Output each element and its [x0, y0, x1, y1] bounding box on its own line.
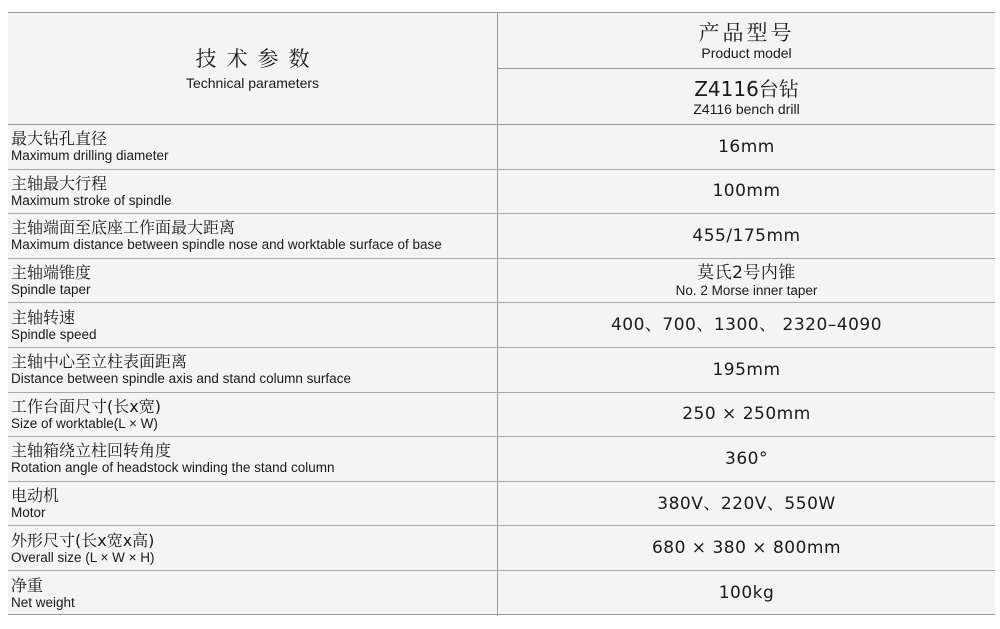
- table-row: [8, 526, 995, 571]
- value-cell: [498, 526, 995, 570]
- value-cell: [498, 259, 995, 303]
- parameters-header-cell: [8, 13, 498, 124]
- parameter-name-zh: 主轴转速: [11, 307, 76, 327]
- parameter-value: 16mm: [718, 136, 775, 157]
- parameter-value: 455/175mm: [692, 225, 801, 246]
- value-cell: [498, 393, 995, 437]
- parameter-value: 400、700、1300、 2320–4090: [610, 315, 883, 336]
- product-model-label-cell: [498, 13, 995, 69]
- table-header: [8, 13, 995, 125]
- parameter-name-zh: 电动机: [11, 486, 60, 506]
- parameter-name-zh: 主轴端锥度: [11, 263, 92, 283]
- spec-table: [8, 12, 995, 615]
- product-model-label-zh: 产品型号: [698, 20, 795, 45]
- parameter-value: 360°: [725, 448, 768, 469]
- parameter-value: 380V、220V、550W: [657, 493, 836, 514]
- table-body: [8, 125, 995, 616]
- table-row: [8, 393, 995, 438]
- table-row: [8, 348, 995, 393]
- value-cell: [498, 303, 995, 347]
- table-row: [8, 170, 995, 215]
- parameter-value: 250 × 250mm: [682, 404, 811, 425]
- model-name-en: Z4116 bench drill: [693, 100, 800, 117]
- parameter-name-en: Maximum drilling diameter: [11, 148, 169, 164]
- parameter-value-en: No. 2 Morse inner taper: [675, 282, 818, 298]
- value-cell: [498, 571, 995, 616]
- parameter-cell: [8, 348, 498, 392]
- value-cell: [498, 125, 995, 169]
- table-row: [8, 259, 995, 304]
- model-name-cell: [498, 69, 995, 124]
- parameter-name-en: Maximum distance between spindle nose and worktable surface of base: [11, 237, 442, 253]
- parameter-name-en: Spindle taper: [11, 282, 91, 298]
- parameter-name-zh: 外形尺寸(长x宽x高): [11, 530, 155, 550]
- value-cell: [498, 482, 995, 526]
- parameter-value: 100kg: [718, 583, 775, 604]
- table-row: [8, 125, 995, 170]
- parameter-name-zh: 净重: [11, 575, 44, 595]
- parameter-name-en: Spindle speed: [11, 326, 97, 342]
- value-cell: [498, 437, 995, 481]
- parameter-name-zh: 主轴端面至底座工作面最大距离: [11, 218, 236, 238]
- parameter-name-en: Size of worktable(L × W): [11, 415, 158, 431]
- parameter-name-en: Overall size (L × W × H): [11, 549, 155, 565]
- parameter-name-zh: 主轴最大行程: [11, 173, 108, 193]
- parameter-value: 680 × 380 × 800mm: [651, 538, 842, 559]
- parameter-name-en: Distance between spindle axis and stand column surface: [11, 371, 351, 387]
- parameter-cell: [8, 393, 498, 437]
- product-model-label-en: Product model: [701, 44, 792, 61]
- model-header-cell: [498, 13, 995, 124]
- parameter-name-zh: 工作台面尺寸(长x宽): [11, 396, 161, 416]
- parameter-name-zh: 最大钻孔直径: [11, 129, 108, 149]
- parameter-cell: [8, 437, 498, 481]
- parameter-cell: [8, 259, 498, 303]
- parameter-cell: [8, 571, 498, 616]
- model-name-zh: Z4116台钻: [694, 76, 799, 101]
- table-row: [8, 437, 995, 482]
- table-row: [8, 214, 995, 259]
- parameter-name-en: Rotation angle of headstock winding the stand column: [11, 460, 335, 476]
- parameter-cell: [8, 526, 498, 570]
- parameter-name-zh: 主轴箱绕立柱回转角度: [11, 441, 172, 461]
- table-row: [8, 303, 995, 348]
- table-row: [8, 571, 995, 616]
- table-row: [8, 482, 995, 527]
- parameters-header-zh: 技术参数: [195, 46, 320, 71]
- parameter-value: 100mm: [712, 181, 781, 202]
- parameter-name-en: Motor: [11, 505, 46, 521]
- parameter-cell: [8, 214, 498, 258]
- parameter-value: 莫氏2号内锥: [697, 262, 796, 283]
- value-cell: [498, 348, 995, 392]
- parameter-value: 195mm: [712, 359, 781, 380]
- value-cell: [498, 214, 995, 258]
- parameter-cell: [8, 125, 498, 169]
- parameter-cell: [8, 170, 498, 214]
- parameter-cell: [8, 482, 498, 526]
- parameter-name-en: Net weight: [11, 594, 75, 610]
- parameter-name-en: Maximum stroke of spindle: [11, 192, 172, 208]
- parameter-cell: [8, 303, 498, 347]
- parameters-header-en: Technical parameters: [185, 74, 320, 91]
- value-cell: [498, 170, 995, 214]
- parameter-name-zh: 主轴中心至立柱表面距离: [11, 352, 188, 372]
